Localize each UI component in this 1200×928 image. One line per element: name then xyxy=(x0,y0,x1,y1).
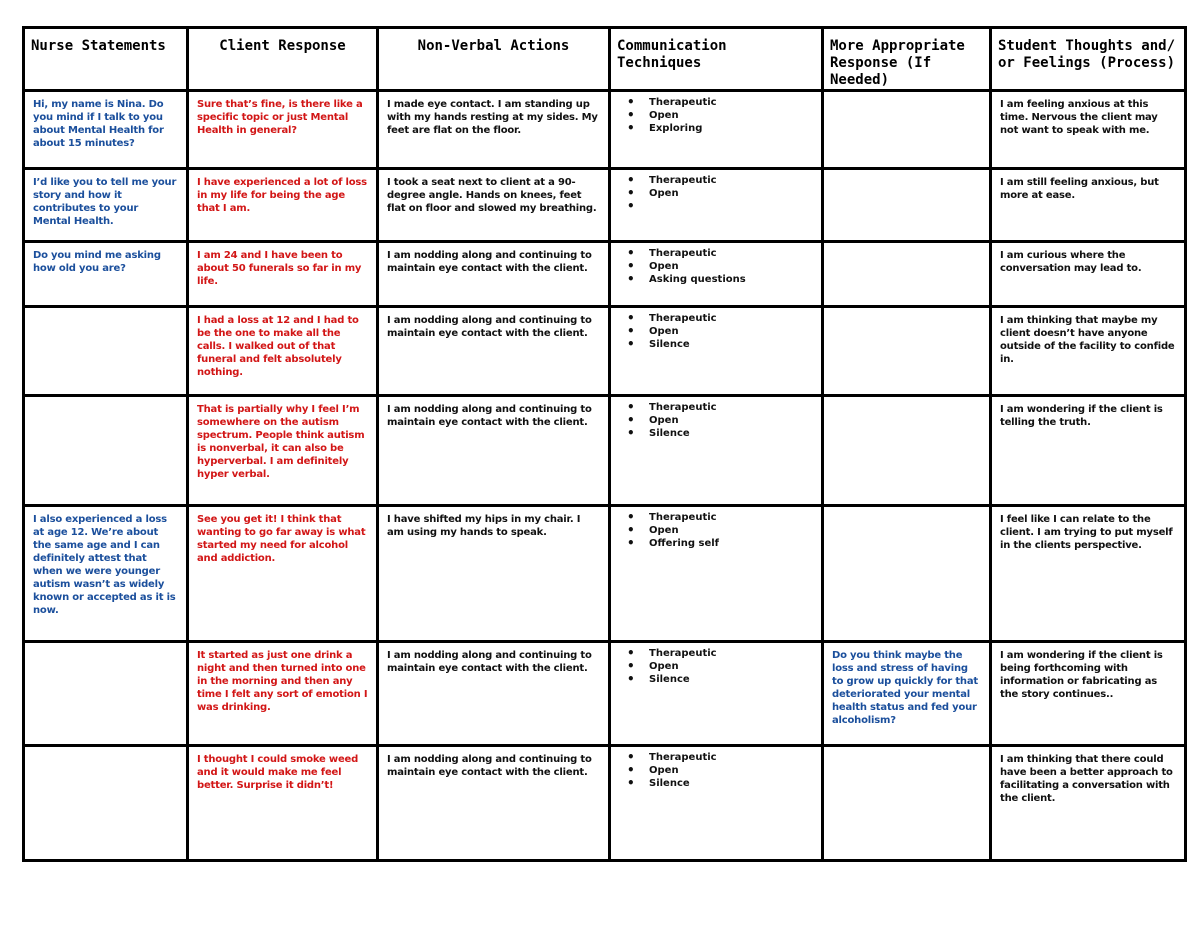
student-thought-cell xyxy=(991,307,1186,396)
technique-list xyxy=(611,647,821,686)
technique-item: • Therapeutic xyxy=(649,96,821,109)
appropriate-response-text xyxy=(824,397,989,407)
nurse-statement-text: I’d like you to tell me your story and how it contributes to your Mental Health. xyxy=(33,177,177,227)
appropriate-response-text xyxy=(824,92,989,102)
student-thought-text: I am wondering if the client is being forthcoming with information or fabricating as the story continues.. xyxy=(1000,650,1163,700)
technique-item: • Open xyxy=(649,524,821,537)
appropriate-response-cell xyxy=(823,746,991,861)
non-verbal-action-text: I am nodding along and continuing to maintain eye contact with the client. xyxy=(387,650,592,674)
header-row xyxy=(24,28,1186,91)
student-thought-text: I am curious where the conversation may lead to. xyxy=(1000,250,1142,274)
appropriate-response-text xyxy=(824,243,989,253)
nurse-statement-cell xyxy=(24,746,188,861)
student-thought-cell xyxy=(991,91,1186,169)
appropriate-response-text xyxy=(824,507,989,517)
nurse-statement-text: Do you mind me asking how old you are? xyxy=(33,250,161,274)
table-row xyxy=(24,169,1186,242)
communication-technique-cell xyxy=(610,746,823,861)
appropriate-response-text xyxy=(824,170,989,180)
student-thought-text: I feel like I can relate to the client. I am trying to put myself in the clients perspective. xyxy=(1000,514,1173,551)
nurse-statement-text xyxy=(25,747,186,757)
technique-item: • Open xyxy=(649,764,821,777)
technique-list xyxy=(611,247,821,286)
header-thoughts-label: Student Thoughts and/ or Feelings (Process) xyxy=(998,38,1176,71)
client-response-text: I thought I could smoke weed and it would make me feel better. Surprise it didn’t! xyxy=(197,754,359,791)
technique-item: • Therapeutic xyxy=(649,312,821,325)
non-verbal-action-cell xyxy=(378,242,610,307)
non-verbal-action-text: I have shifted my hips in my chair. I am using my hands to speak. xyxy=(387,514,581,538)
client-response-text: I had a loss at 12 and I had to be the one to make all the calls. I walked out of that funeral and felt absolutely nothing. xyxy=(197,315,359,378)
appropriate-response-cell xyxy=(823,169,991,242)
nurse-statement-cell xyxy=(24,506,188,642)
non-verbal-action-cell xyxy=(378,642,610,746)
non-verbal-action-text: I am nodding along and continuing to maintain eye contact with the client. xyxy=(387,250,592,274)
client-response-text: I am 24 and I have been to about 50 funerals so far in my life. xyxy=(197,250,362,287)
technique-item: • Open xyxy=(649,325,821,338)
nurse-statement-cell xyxy=(24,169,188,242)
technique-item: • Therapeutic xyxy=(649,401,821,414)
technique-item: • Exploring xyxy=(649,122,821,135)
header-nurse-statements xyxy=(24,28,188,91)
non-verbal-action-text: I am nodding along and continuing to maintain eye contact with the client. xyxy=(387,754,592,778)
table-row xyxy=(24,242,1186,307)
technique-item: • Therapeutic xyxy=(649,751,821,764)
technique-item: • Asking questions xyxy=(649,273,821,286)
appropriate-response-cell xyxy=(823,642,991,746)
non-verbal-action-text: I am nodding along and continuing to maintain eye contact with the client. xyxy=(387,404,592,428)
appropriate-response-text: Do you think maybe the loss and stress of having to grow up quickly for that deteriorated your mental health status and fed your alcoholism? xyxy=(832,650,978,726)
student-thought-cell xyxy=(991,396,1186,506)
client-response-text: See you get it! I think that wanting to go far away is what started my need for alcohol and addiction. xyxy=(197,514,366,564)
non-verbal-action-text: I took a seat next to client at a 90-degree angle. Hands on knees, feet flat on floor and slowed my breathing. xyxy=(387,177,597,214)
header-client-response xyxy=(188,28,378,91)
process-recording-sheet xyxy=(22,26,1184,862)
technique-item: • Therapeutic xyxy=(649,511,821,524)
client-response-cell xyxy=(188,642,378,746)
client-response-text: I have experienced a lot of loss in my life for being the age that I am. xyxy=(197,177,367,214)
technique-item xyxy=(649,200,821,213)
nurse-statement-cell xyxy=(24,396,188,506)
non-verbal-action-cell xyxy=(378,169,610,242)
communication-technique-cell xyxy=(610,91,823,169)
student-thought-text: I am feeling anxious at this time. Nervous the client may not want to speak with me. xyxy=(1000,99,1158,136)
communication-technique-cell xyxy=(610,169,823,242)
student-thought-cell xyxy=(991,746,1186,861)
appropriate-response-cell xyxy=(823,91,991,169)
table-body xyxy=(24,91,1186,861)
technique-item: • Open xyxy=(649,660,821,673)
table-row xyxy=(24,91,1186,169)
technique-item: • Silence xyxy=(649,338,821,351)
header-nurse-label: Nurse Statements xyxy=(31,38,166,54)
table-row xyxy=(24,642,1186,746)
technique-list xyxy=(611,96,821,135)
student-thought-cell xyxy=(991,642,1186,746)
communication-technique-cell xyxy=(610,242,823,307)
client-response-cell xyxy=(188,307,378,396)
student-thought-text: I am still feeling anxious, but more at ease. xyxy=(1000,177,1159,201)
communication-technique-cell xyxy=(610,642,823,746)
student-thought-cell xyxy=(991,169,1186,242)
client-response-cell xyxy=(188,396,378,506)
technique-list xyxy=(611,751,821,790)
non-verbal-action-cell xyxy=(378,506,610,642)
header-nonverbal-label: Non-Verbal Actions xyxy=(417,38,570,54)
appropriate-response-text xyxy=(824,747,989,757)
student-thought-cell xyxy=(991,242,1186,307)
appropriate-response-cell xyxy=(823,307,991,396)
nurse-statement-text xyxy=(25,643,186,653)
non-verbal-action-cell xyxy=(378,396,610,506)
appropriate-response-cell xyxy=(823,242,991,307)
communication-technique-cell xyxy=(610,396,823,506)
technique-item: • Open xyxy=(649,414,821,427)
header-appropriate-label: More Appropriate Response (If Needed) xyxy=(830,38,965,88)
student-thought-text: I am thinking that maybe my client doesn’t have anyone outside of the facility to confide in. xyxy=(1000,315,1175,365)
technique-list xyxy=(611,401,821,440)
header-non-verbal-actions xyxy=(378,28,610,91)
technique-list xyxy=(611,312,821,351)
client-response-cell xyxy=(188,91,378,169)
non-verbal-action-cell xyxy=(378,746,610,861)
nurse-statement-text: Hi, my name is Nina. Do you mind if I talk to you about Mental Health for about 15 minutes? xyxy=(33,99,164,149)
non-verbal-action-cell xyxy=(378,307,610,396)
client-response-text: It started as just one drink a night and then turned into one in the morning and then any time I felt any sort of emotion I was drinking. xyxy=(197,650,368,713)
nurse-statement-cell xyxy=(24,307,188,396)
nurse-statement-cell xyxy=(24,642,188,746)
header-client-label: Client Response xyxy=(219,38,346,54)
technique-list xyxy=(611,174,821,213)
client-response-text: Sure that’s fine, is there like a specific topic or just Mental Health in general? xyxy=(197,99,363,136)
student-thought-cell xyxy=(991,506,1186,642)
technique-item: • Therapeutic xyxy=(649,647,821,660)
technique-item: • Open xyxy=(649,109,821,122)
non-verbal-action-text: I am nodding along and continuing to maintain eye contact with the client. xyxy=(387,315,592,339)
client-response-cell xyxy=(188,506,378,642)
non-verbal-action-cell xyxy=(378,91,610,169)
technique-list xyxy=(611,511,821,550)
appropriate-response-cell xyxy=(823,396,991,506)
technique-item: • Therapeutic xyxy=(649,247,821,260)
nurse-statement-text: I also experienced a loss at age 12. We’re about the same age and I can definitely attest that when we were younger autism wasn’t as widely known or accepted as it is now. xyxy=(33,514,176,616)
header-communication-techniques xyxy=(610,28,823,91)
communication-technique-cell xyxy=(610,506,823,642)
technique-item: • Open xyxy=(649,260,821,273)
nurse-statement-cell xyxy=(24,91,188,169)
table-row xyxy=(24,506,1186,642)
process-recording-table xyxy=(22,26,1187,862)
client-response-cell xyxy=(188,242,378,307)
student-thought-text: I am thinking that there could have been a better approach to facilitating a conversation with the client. xyxy=(1000,754,1173,804)
header-more-appropriate-response xyxy=(823,28,991,91)
client-response-text: That is partially why I feel I’m somewhere on the autism spectrum. People think autism is nonverbal, it can also be hyperverbal. I am definitely hyper verbal. xyxy=(197,404,365,480)
table-row xyxy=(24,307,1186,396)
technique-item: • Open xyxy=(649,187,821,200)
header-student-thoughts xyxy=(991,28,1186,91)
communication-technique-cell xyxy=(610,307,823,396)
client-response-cell xyxy=(188,746,378,861)
table-row xyxy=(24,396,1186,506)
header-technique-label: Communication Techniques xyxy=(617,38,727,71)
nurse-statement-text xyxy=(25,308,186,318)
technique-item: • Silence xyxy=(649,427,821,440)
technique-item: • Silence xyxy=(649,777,821,790)
technique-item: • Offering self xyxy=(649,537,821,550)
technique-item: • Silence xyxy=(649,673,821,686)
table-row xyxy=(24,746,1186,861)
appropriate-response-text xyxy=(824,308,989,318)
student-thought-text: I am wondering if the client is telling the truth. xyxy=(1000,404,1163,428)
nurse-statement-text xyxy=(25,397,186,407)
technique-item: • Therapeutic xyxy=(649,174,821,187)
nurse-statement-cell xyxy=(24,242,188,307)
appropriate-response-cell xyxy=(823,506,991,642)
non-verbal-action-text: I made eye contact. I am standing up with my hands resting at my sides. My feet are flat on the floor. xyxy=(387,99,598,136)
client-response-cell xyxy=(188,169,378,242)
